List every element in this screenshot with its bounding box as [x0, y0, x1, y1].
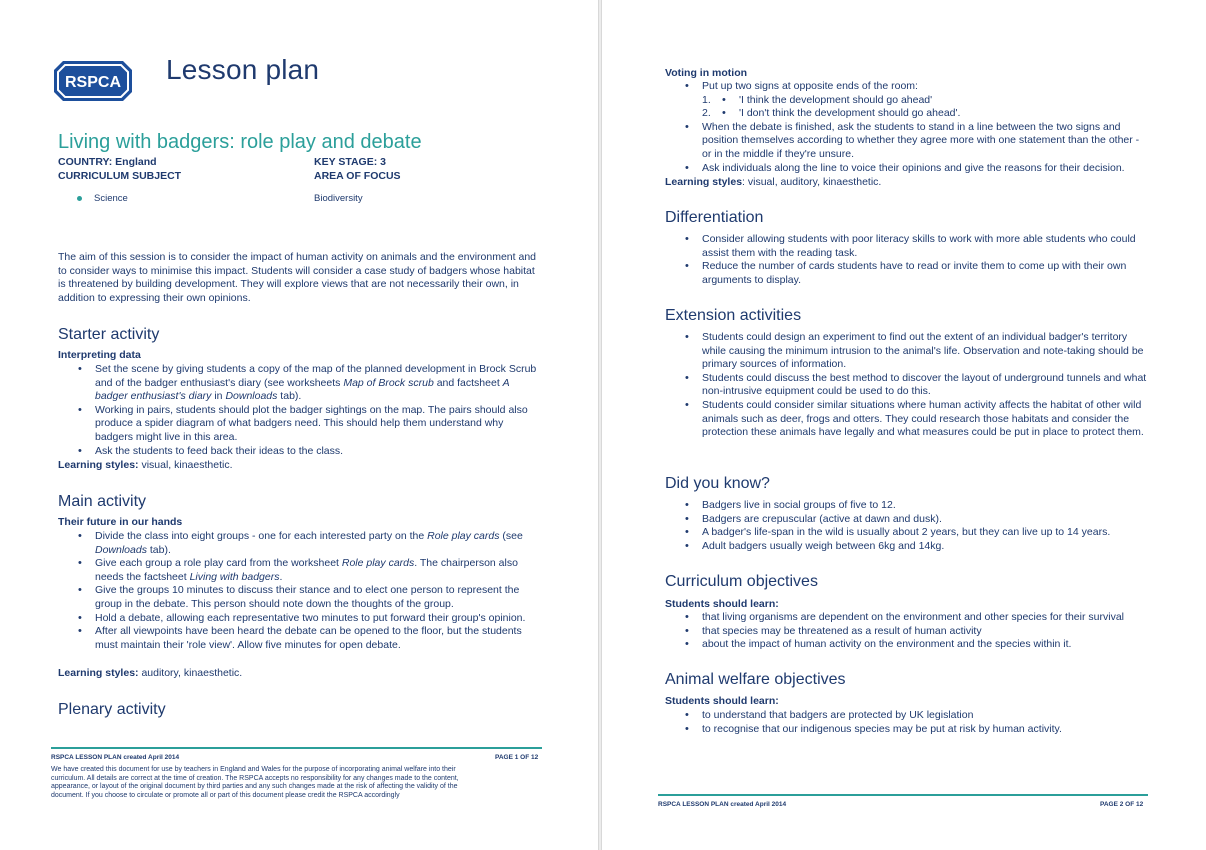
list-item: • Ask individuals along the line to voice their opinions and give the reasons for their decision.: [665, 162, 1149, 176]
welfare-heading: Animal welfare objectives: [665, 671, 846, 688]
list-item: • A badger's life-span in the wild is usually about 2 years, but they can live up to 14 years.: [665, 526, 1149, 540]
list-item: • Ask the students to feed back their ideas to the class.: [58, 445, 542, 459]
list-item: • Students could consider similar situations where human activity affects the habitat of other wild animals such as deer, frogs and otters. They could research those habitats and consider the protection these animals have legally and what measures could be put in place to protect them.: [665, 399, 1149, 440]
focus-value: Biodiversity: [314, 193, 363, 204]
list-item: • Set the scene by giving students a copy of the map of the planned development in Brock Scrub and of the badger enthusiast's diary (see worksheets Map of Brock scrub and factsheet A badger enthusiast's diary in Downloads tab).: [58, 363, 542, 404]
list-item: • that living organisms are dependent on the environment and other species for their survival: [665, 611, 1149, 625]
list-item: • about the impact of human activity on the environment and the species within it.: [665, 638, 1149, 652]
main-list: [58, 530, 542, 652]
bullet-dot: [77, 196, 82, 201]
list-item: • Adult badgers usually weigh between 6kg and 14kg.: [665, 540, 1149, 554]
document-page-1: [0, 0, 598, 850]
list-item: • to understand that badgers are protected by UK legislation: [665, 709, 1149, 723]
extension-heading: Extension activities: [665, 307, 802, 324]
list-item: • Give each group a role play card from the worksheet Role play cards. The chairperson also needs the factsheet Living with badgers.: [58, 557, 542, 584]
welfare-subheading: Students should learn:: [665, 695, 779, 707]
voting-list: [665, 80, 1149, 175]
list-item: • Give the groups 10 minutes to discuss their stance and to elect one person to represent the group in the debate. This person should note down the thoughts of the group.: [58, 584, 542, 611]
differentiation-heading: Differentiation: [665, 209, 764, 226]
did-you-know-list: [665, 499, 1149, 553]
list-item: • that species may be threatened as a result of human activity: [665, 625, 1149, 639]
curriculum-subheading: Students should learn:: [665, 598, 779, 610]
subject-value: Science: [94, 193, 128, 204]
footer-label: RSPCA LESSON PLAN created April 2014: [658, 801, 787, 808]
intro-paragraph: The aim of this session is to consider the impact of human activity on animals and the environment and to consider ways to minimise this impact. Students will consider a case study of badgers whose habitat is threatened by building development. They will explore views that are not necessarily their own, in addition to expressing their own opinions.: [58, 251, 536, 304]
starter-heading: Starter activity: [58, 326, 160, 343]
footer-page-number: PAGE 1 OF 12: [495, 754, 539, 761]
extension-list: [665, 331, 1149, 440]
list-item: • Put up two signs at opposite ends of the room: • 1. 'I think the development should go ahead' • 2. 'I don't think the development should go ahead'.: [665, 80, 1149, 121]
logo-text: RSPCA: [64, 74, 122, 91]
lesson-subtitle: Living with badgers: role play and debate: [58, 131, 422, 153]
list-item: • After all viewpoints have been heard the debate can be opened to the floor, but the students must maintain their 'role view'. Allow five minutes for open debate.: [58, 625, 542, 652]
page-title: Lesson plan: [166, 54, 320, 85]
main-learning-styles: Learning styles: auditory, kinaesthetic.: [58, 667, 243, 679]
plenary-heading: Plenary activity: [58, 701, 166, 718]
list-item: • Students could design an experiment to find out the extent of an individual badger's territory while causing the minimum intrusion to the animal's life. Observation and note-taking should be primary sources of information.: [665, 331, 1149, 372]
curriculum-list: [665, 611, 1149, 652]
voting-numbered-list: [702, 94, 1149, 121]
curriculum-heading: Curriculum objectives: [665, 573, 818, 590]
numbered-item: • 2. 'I don't think the development should go ahead'.: [702, 107, 1149, 121]
list-item: • Consider allowing students with poor literacy skills to work with more able students who could assist them with the reading task.: [665, 233, 1149, 260]
document-page-2: [602, 0, 1206, 850]
list-item: • Badgers live in social groups of five to 12.: [665, 499, 1149, 513]
differentiation-list: [665, 233, 1149, 287]
did-you-know-heading: Did you know?: [665, 475, 770, 492]
footer-disclaimer: We have created this document for use by teachers in England and Wales for the purpose of incorporating animal welfare into their curriculum. All details are correct at the time of creation. The RSPCA accepts no responsibility for any changes made to the content, appearance, or layout of the original document by third parties and any such changes made at the risk of affecting the validity of the document. If you choose to circulate or promote all or part of this document please credit the RSPCA accordingly: [51, 766, 459, 799]
main-subheading: Their future in our hands: [58, 516, 183, 528]
list-item: • Badgers are crepuscular (active at dawn and dusk).: [665, 513, 1149, 527]
starter-list: [58, 363, 542, 458]
footer-rule: [51, 747, 542, 749]
curriculum-subject-label: CURRICULUM SUBJECT: [58, 170, 182, 182]
footer-page-number: PAGE 2 OF 12: [1100, 801, 1144, 808]
list-item: • Hold a debate, allowing each representative two minutes to put forward their group's opinion.: [58, 612, 542, 626]
numbered-item: • 1. 'I think the development should go ahead': [702, 94, 1149, 108]
list-item: • Reduce the number of cards students have to read or invite them to come up with their own arguments to display.: [665, 260, 1149, 287]
voting-heading: Voting in motion: [665, 67, 748, 79]
list-item: • Working in pairs, students should plot the badger sightings on the map. The pairs should also produce a spider diagram of what badgers need. This should help them understand why badgers might live in this area.: [58, 404, 542, 445]
footer-rule: [658, 794, 1148, 796]
welfare-list: [665, 709, 1149, 736]
starter-learning-styles: Learning styles: visual, kinaesthetic.: [58, 459, 233, 471]
list-item: • Divide the class into eight groups - one for each interested party on the Role play cards (see Downloads tab).: [58, 530, 542, 557]
key-stage-label: KEY STAGE: 3: [314, 156, 386, 168]
country-label: COUNTRY: England: [58, 156, 157, 168]
starter-subheading: Interpreting data: [58, 349, 141, 361]
list-item: • When the debate is finished, ask the students to stand in a line between the two signs and position themselves according to whether they agree more with one statement than the other - or in the middle if they're unsure.: [665, 121, 1149, 162]
rspca-logo: [53, 60, 133, 102]
voting-learning-styles: Learning styles: visual, auditory, kinaesthetic.: [665, 176, 882, 188]
list-item: • Students could discuss the best method to discover the layout of underground tunnels and what non-intrusive equipment could be used to do this.: [665, 372, 1149, 399]
footer-label: RSPCA LESSON PLAN created April 2014: [51, 754, 180, 761]
area-of-focus-label: AREA OF FOCUS: [314, 170, 401, 182]
list-item: • to recognise that our indigenous species may be put at risk by human activity.: [665, 723, 1149, 737]
main-heading: Main activity: [58, 493, 147, 510]
